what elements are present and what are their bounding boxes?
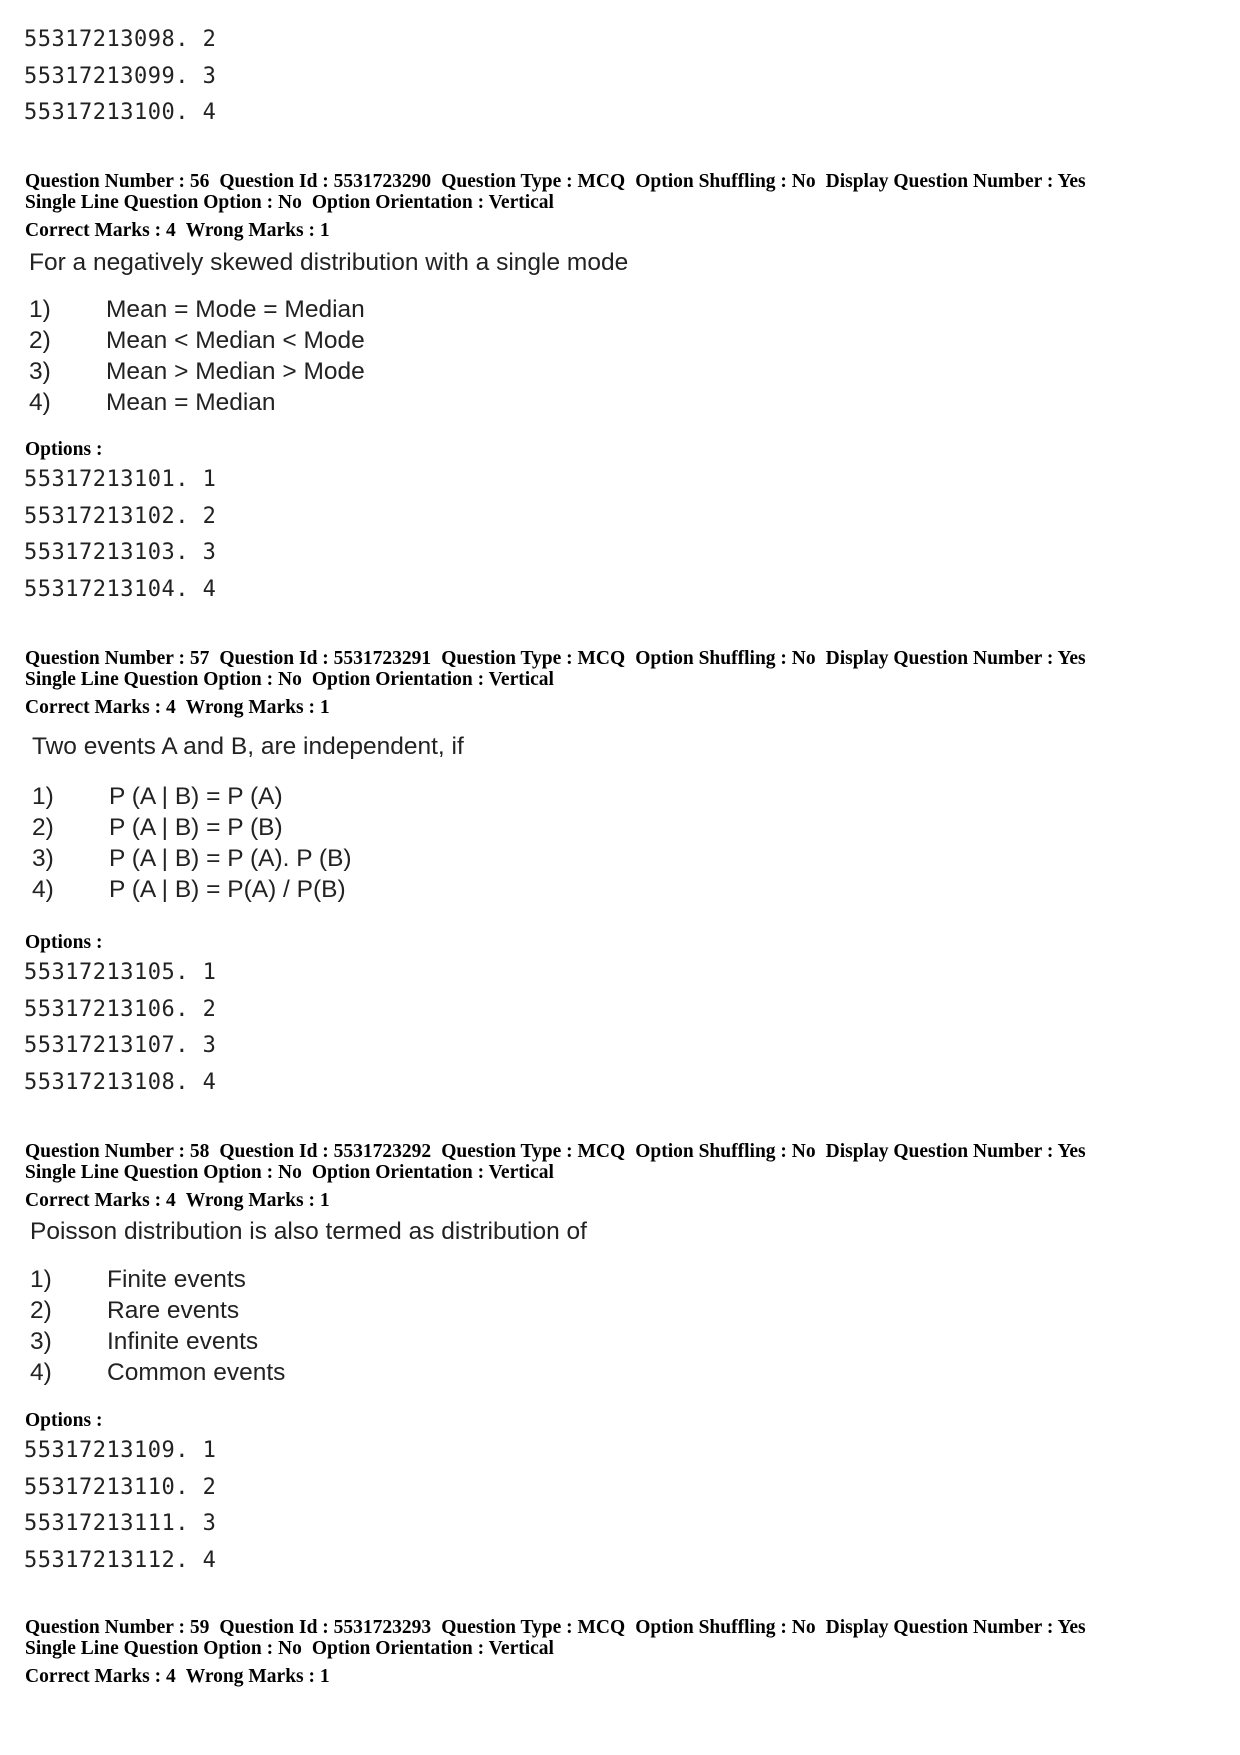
meta-field: Option Orientation : Vertical bbox=[311, 1162, 554, 1183]
choice-number: 3) bbox=[32, 845, 54, 872]
question-marks-56 bbox=[25, 220, 330, 242]
meta-field: Question Id : 5531723290 bbox=[219, 171, 432, 192]
meta-field: Single Line Question Option : No bbox=[25, 1638, 302, 1659]
correct-marks: Correct Marks : 4 bbox=[25, 220, 176, 241]
wrong-marks: Wrong Marks : 1 bbox=[185, 697, 330, 718]
choice-number: 2) bbox=[29, 327, 51, 354]
choice-item bbox=[30, 1326, 285, 1357]
choice-number: 4) bbox=[32, 876, 54, 903]
meta-field: Question Number : 59 bbox=[25, 1617, 210, 1638]
meta-field: Single Line Question Option : No bbox=[25, 1162, 302, 1183]
option-item: 55317213101. 1 bbox=[24, 467, 217, 492]
option-item: 55317213105. 1 bbox=[24, 960, 217, 985]
choice-text: P (A | B) = P (A). P (B) bbox=[109, 845, 352, 872]
option-item: 55317213109. 1 bbox=[24, 1438, 217, 1463]
choice-text: Infinite events bbox=[107, 1328, 259, 1355]
choice-text: P (A | B) = P (A) bbox=[109, 783, 283, 810]
option-item: 55317213100. 4 bbox=[24, 100, 217, 125]
meta-field: Question Id : 5531723292 bbox=[219, 1141, 432, 1162]
option-list bbox=[24, 1433, 216, 1579]
meta-field: Option Shuffling : No bbox=[635, 1141, 816, 1162]
correct-marks: Correct Marks : 4 bbox=[25, 1666, 176, 1687]
question-meta-59 bbox=[25, 1617, 1086, 1659]
choice-item bbox=[32, 874, 352, 905]
choice-text: Common events bbox=[107, 1359, 286, 1386]
choice-item bbox=[29, 387, 365, 418]
choice-item bbox=[32, 843, 352, 874]
wrong-marks: Wrong Marks : 1 bbox=[185, 220, 330, 241]
choice-list-58 bbox=[30, 1264, 285, 1388]
choice-list-56 bbox=[29, 294, 365, 418]
choice-text: Mean > Median > Mode bbox=[106, 358, 365, 385]
choice-item bbox=[30, 1264, 285, 1295]
question-text-58: Poisson distribution is also termed as distribution of bbox=[30, 1218, 587, 1245]
option-item: 55317213104. 4 bbox=[24, 576, 217, 602]
option-item: 55317213111. 3 bbox=[24, 1511, 217, 1536]
option-item: 55317213112. 4 bbox=[24, 1547, 217, 1573]
wrong-marks: Wrong Marks : 1 bbox=[185, 1190, 330, 1211]
choice-number: 4) bbox=[30, 1359, 52, 1386]
correct-marks: Correct Marks : 4 bbox=[25, 697, 176, 718]
option-list bbox=[24, 22, 216, 132]
meta-field: Question Number : 58 bbox=[25, 1141, 210, 1162]
option-item: 55317213103. 3 bbox=[24, 540, 217, 565]
question-marks-57 bbox=[25, 697, 330, 719]
choice-text: Mean < Median < Mode bbox=[106, 327, 365, 354]
choice-number: 1) bbox=[32, 783, 54, 810]
choice-item bbox=[29, 325, 365, 356]
question-meta-56 bbox=[25, 171, 1086, 213]
meta-field: Option Orientation : Vertical bbox=[311, 1638, 554, 1659]
option-item: 55317213102. 2 bbox=[24, 503, 217, 529]
meta-field: Question Number : 57 bbox=[25, 648, 210, 669]
option-item: 55317213107. 3 bbox=[24, 1033, 217, 1058]
meta-field: Single Line Question Option : No bbox=[25, 669, 302, 690]
choice-number: 3) bbox=[30, 1328, 52, 1355]
choice-item bbox=[29, 294, 365, 325]
option-item: 55317213098. 2 bbox=[24, 27, 217, 52]
meta-field: Single Line Question Option : No bbox=[25, 192, 302, 213]
choice-text: Finite events bbox=[107, 1266, 246, 1293]
meta-field: Question Type : MCQ bbox=[441, 648, 626, 669]
choice-number: 1) bbox=[29, 296, 51, 323]
choice-number: 2) bbox=[32, 814, 54, 841]
choice-number: 4) bbox=[29, 389, 51, 416]
choice-number: 2) bbox=[30, 1297, 52, 1324]
option-item: 55317213108. 4 bbox=[24, 1069, 217, 1095]
meta-field: Question Id : 5531723291 bbox=[219, 648, 432, 669]
meta-field: Option Orientation : Vertical bbox=[311, 192, 554, 213]
choice-text: Rare events bbox=[107, 1297, 240, 1324]
meta-field: Option Shuffling : No bbox=[635, 648, 816, 669]
meta-field: Display Question Number : Yes bbox=[825, 1141, 1086, 1162]
correct-marks: Correct Marks : 4 bbox=[25, 1190, 176, 1211]
option-list bbox=[24, 462, 216, 608]
choice-text: P (A | B) = P(A) / P(B) bbox=[109, 876, 346, 903]
question-marks-58 bbox=[25, 1190, 330, 1212]
meta-field: Display Question Number : Yes bbox=[825, 648, 1086, 669]
meta-field: Question Type : MCQ bbox=[441, 171, 626, 192]
choice-item bbox=[32, 812, 352, 843]
choice-item bbox=[30, 1295, 285, 1326]
meta-field: Option Shuffling : No bbox=[635, 171, 816, 192]
question-text-57: Two events A and B, are independent, if bbox=[32, 733, 464, 760]
meta-field: Question Id : 5531723293 bbox=[219, 1617, 432, 1638]
options-label: Options : bbox=[25, 1410, 103, 1431]
choice-item bbox=[29, 356, 365, 387]
question-marks-59 bbox=[25, 1666, 330, 1688]
question-meta-57 bbox=[25, 648, 1086, 690]
choice-item bbox=[30, 1357, 285, 1388]
meta-field: Display Question Number : Yes bbox=[825, 171, 1086, 192]
meta-field: Display Question Number : Yes bbox=[825, 1617, 1086, 1638]
option-item: 55317213106. 2 bbox=[24, 996, 217, 1022]
choice-text: P (A | B) = P (B) bbox=[109, 814, 283, 841]
meta-field: Option Shuffling : No bbox=[635, 1617, 816, 1638]
options-label: Options : bbox=[25, 439, 103, 460]
choice-number: 3) bbox=[29, 358, 51, 385]
option-item: 55317213099. 3 bbox=[24, 63, 217, 89]
choice-text: Mean = Median bbox=[106, 389, 276, 416]
choice-item bbox=[32, 781, 352, 812]
option-list bbox=[24, 955, 216, 1101]
meta-field: Option Orientation : Vertical bbox=[311, 669, 554, 690]
option-item: 55317213110. 2 bbox=[24, 1474, 217, 1500]
choice-text: Mean = Mode = Median bbox=[106, 296, 365, 323]
meta-field: Question Type : MCQ bbox=[441, 1617, 626, 1638]
question-text-56: For a negatively skewed distribution with a single mode bbox=[29, 249, 629, 276]
question-meta-58 bbox=[25, 1141, 1086, 1183]
choice-list-57 bbox=[32, 781, 352, 905]
choice-number: 1) bbox=[30, 1266, 52, 1293]
meta-field: Question Number : 56 bbox=[25, 171, 210, 192]
wrong-marks: Wrong Marks : 1 bbox=[185, 1666, 330, 1687]
options-label: Options : bbox=[25, 932, 103, 953]
meta-field: Question Type : MCQ bbox=[441, 1141, 626, 1162]
